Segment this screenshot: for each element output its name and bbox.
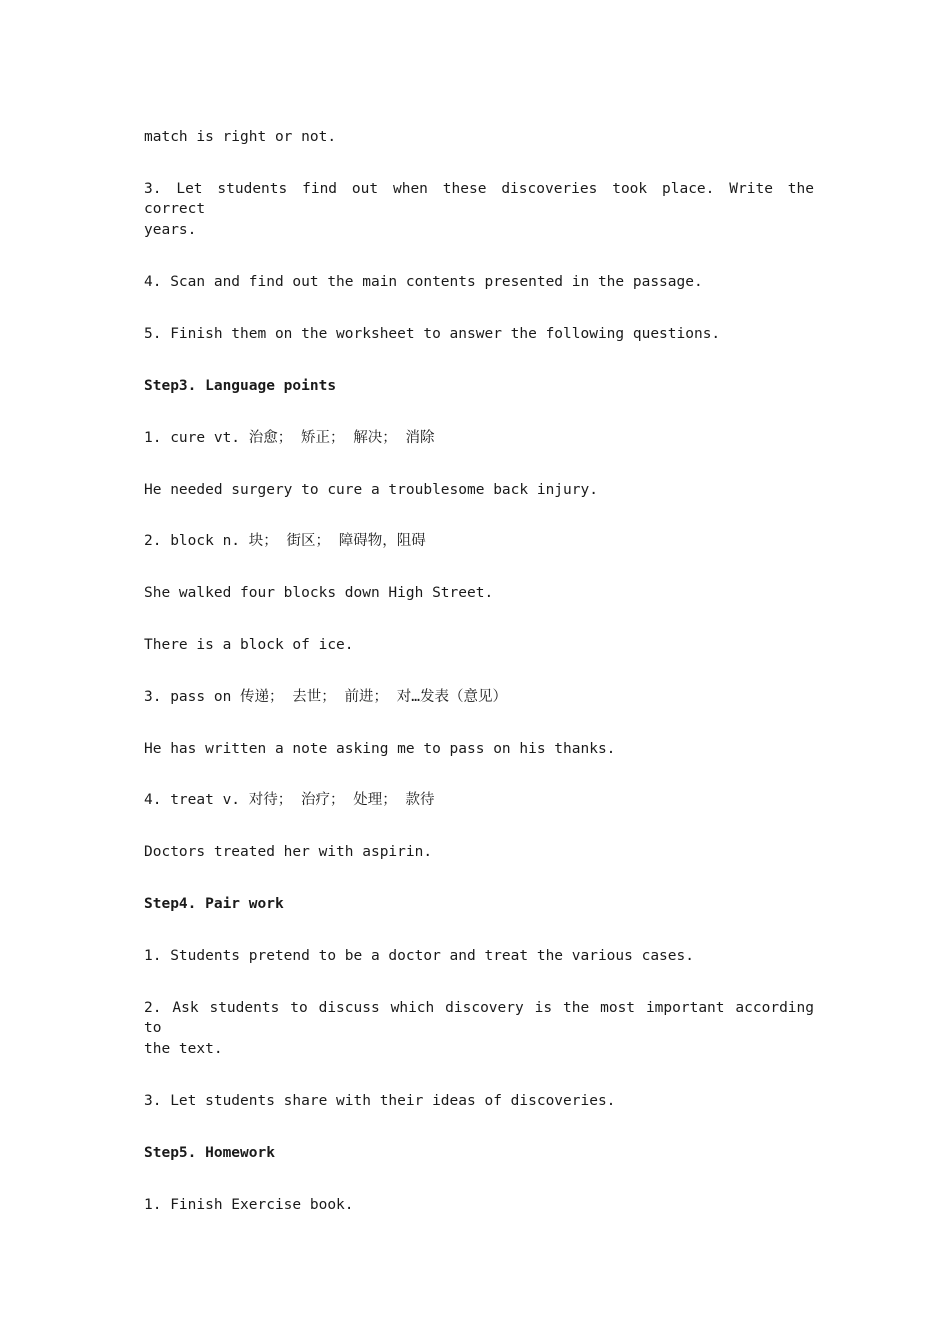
vocab-item: 1. cure vt. 治愈； 矫正； 解决； 消除 — [144, 430, 435, 446]
text-line: 1. Finish Exercise book. — [144, 1197, 354, 1213]
text-line: 1. Students pretend to be a doctor and treat the various cases. — [144, 948, 694, 964]
example-sentence: Doctors treated her with aspirin. — [144, 844, 433, 860]
vocab-item: 3. pass on 传递； 去世； 前进； 对…发表（意见） — [144, 689, 507, 705]
text-line: 2. Ask students to discuss which discovery is the most important according to — [144, 1000, 814, 1036]
example-sentence: She walked four blocks down High Street. — [144, 585, 494, 601]
example-sentence: He needed surgery to cure a troublesome back injury. — [144, 482, 598, 498]
section-heading: Step5. Homework — [144, 1145, 275, 1161]
vocab-item: 2. block n. 块； 街区； 障碍物，阻碍 — [144, 533, 426, 549]
section-heading: Step3. Language points — [144, 378, 337, 394]
example-sentence: There is a block of ice. — [144, 637, 354, 653]
text-line: the text. — [144, 1041, 223, 1057]
text-line: match is right or not. — [144, 129, 337, 145]
text-line: 5. Finish them on the worksheet to answer the following questions. — [144, 326, 721, 342]
text-line: 3. Let students find out when these discoveries took place. Write the correct — [144, 181, 814, 217]
text-line: 3. Let students share with their ideas of discoveries. — [144, 1093, 616, 1109]
text-line: 4. Scan and find out the main contents presented in the passage. — [144, 274, 703, 290]
text-line: years. — [144, 222, 197, 238]
section-heading: Step4. Pair work — [144, 896, 284, 912]
example-sentence: He has written a note asking me to pass on his thanks. — [144, 741, 616, 757]
vocab-item: 4. treat v. 对待； 治疗； 处理； 款待 — [144, 792, 435, 808]
